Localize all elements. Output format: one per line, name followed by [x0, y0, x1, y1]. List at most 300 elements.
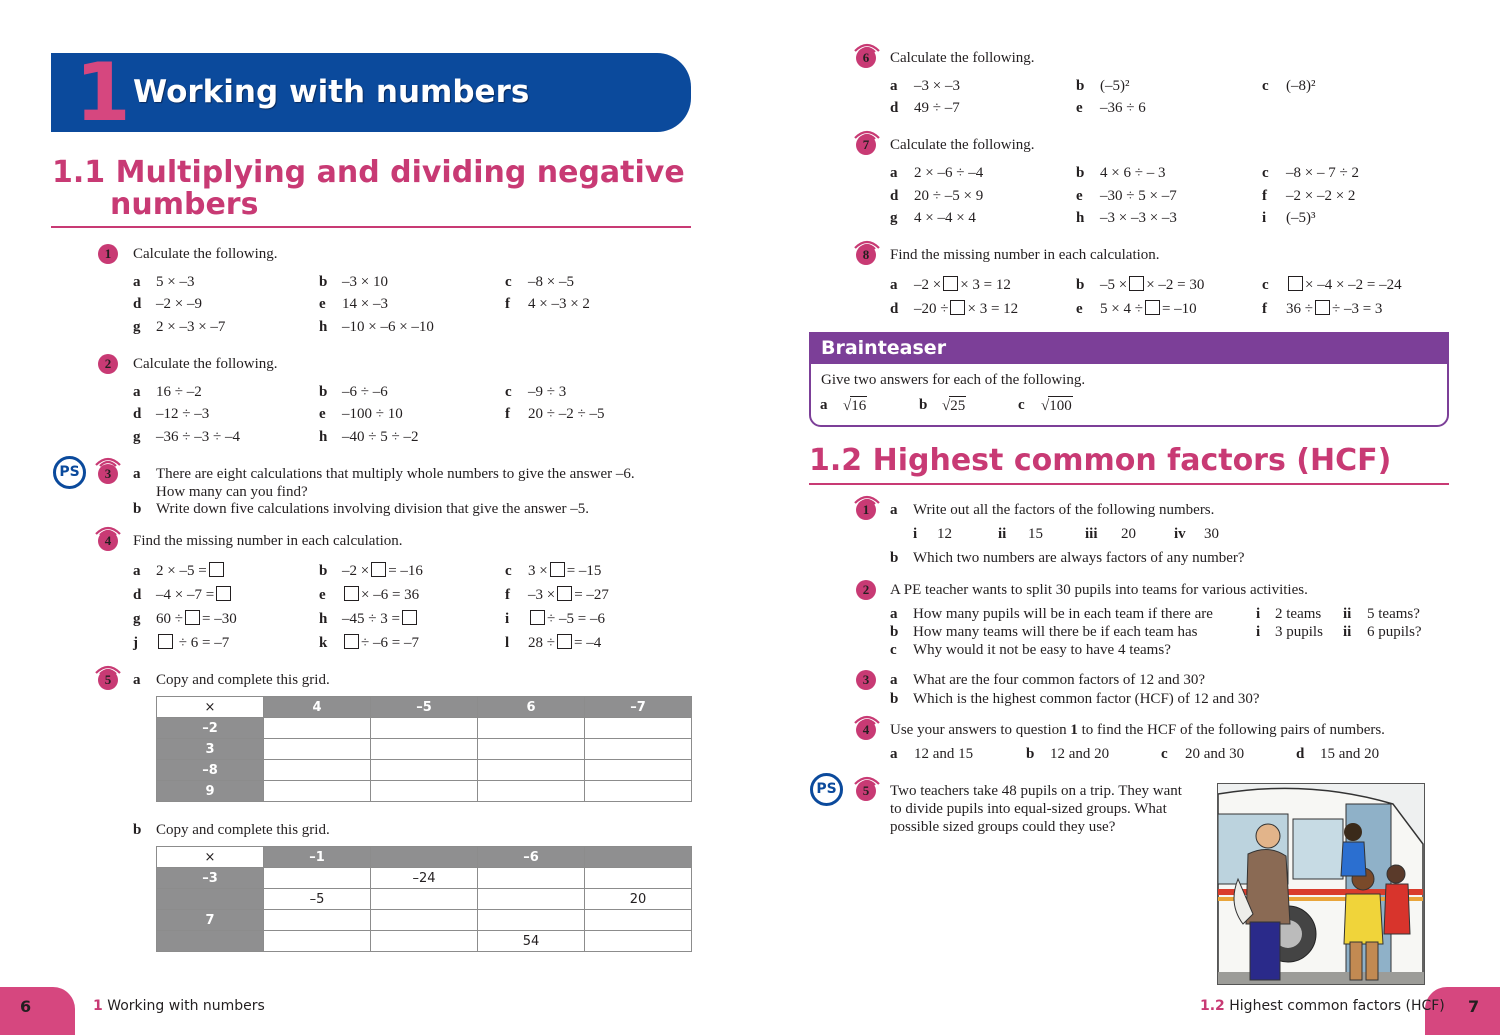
answer-box	[530, 610, 545, 625]
part-text: There are eight calculations that multiply whole numbers to give the answer –6.	[156, 466, 635, 482]
expression-left: 28 ÷	[528, 635, 555, 651]
item-expression: 2 × –3 × –7	[156, 319, 226, 335]
grid-answer-cell	[585, 781, 692, 802]
missing-number-expression	[528, 562, 601, 580]
item-expression: (–5)²	[1100, 78, 1130, 94]
grid-answer-cell	[264, 781, 371, 802]
question-badge: 8	[856, 245, 876, 265]
item-label: g	[133, 319, 141, 335]
part-label: a	[133, 466, 141, 482]
item-label: b	[1076, 78, 1085, 94]
grid-row	[157, 760, 692, 781]
item-label: e	[319, 406, 326, 422]
grid-answer-cell	[585, 868, 692, 889]
grid-answer-cell	[585, 910, 692, 931]
grid-answer-cell	[478, 739, 585, 760]
grid-corner-cell: ×	[157, 697, 264, 718]
grid-answer-cell	[371, 889, 478, 910]
missing-number-expression	[914, 276, 1011, 294]
item-label: a	[133, 274, 141, 290]
part-label: b	[890, 550, 899, 566]
grid-row	[157, 931, 692, 952]
grid-column-header: 4	[264, 697, 371, 718]
sub-label: ii	[998, 526, 1007, 542]
expression-right: ÷ –6 = –7	[361, 635, 419, 651]
answer-box	[950, 300, 965, 315]
item-label: c	[1018, 397, 1025, 413]
grid-answer-cell: –5	[264, 889, 371, 910]
item-label: c	[505, 274, 512, 290]
item-label: b	[319, 384, 328, 400]
question-text: Calculate the following.	[133, 246, 278, 262]
item-label: f	[505, 296, 510, 312]
item-expression: –40 ÷ 5 ÷ –2	[342, 429, 419, 445]
school-trip-illustration	[1217, 783, 1425, 985]
grid-answer-cell	[478, 889, 585, 910]
item-label: d	[133, 296, 142, 312]
missing-number-expression	[156, 562, 226, 580]
item-label: f	[1262, 188, 1267, 204]
sub-label: i	[1256, 606, 1261, 622]
radicand: 16	[851, 398, 867, 414]
grid-column-header: –6	[478, 847, 585, 868]
expression-right: × 3 = 12	[967, 301, 1019, 317]
missing-number-expression	[528, 634, 601, 652]
grid-answer-cell	[264, 760, 371, 781]
item-label: b	[1076, 165, 1085, 181]
item-label: d	[890, 301, 899, 317]
expression-right: = –30	[201, 611, 237, 627]
footer-running-head: 1.2 Highest common factors (HCF)	[1200, 998, 1445, 1014]
sub-label: i	[1256, 624, 1261, 640]
item-label: c	[1262, 78, 1269, 94]
item-label: i	[505, 611, 510, 627]
chapter-number: 1	[75, 46, 131, 139]
missing-number-expression	[342, 610, 419, 628]
item-expression: 20 ÷ –2 ÷ –5	[528, 406, 605, 422]
expression-right: = –15	[566, 563, 602, 579]
section-rule	[51, 226, 691, 228]
answer-box	[209, 562, 224, 577]
question-text: to divide pupils into equal-sized groups. What	[890, 801, 1167, 817]
page-number: 6	[20, 997, 32, 1016]
expression-left: 36 ÷	[1286, 301, 1313, 317]
missing-number-expression	[342, 586, 419, 604]
grid-answer-cell	[264, 718, 371, 739]
section-rule	[809, 483, 1449, 485]
expression-left: –4 × –7 =	[156, 587, 215, 603]
item-label: a	[133, 384, 141, 400]
part-text: Copy and complete this grid.	[156, 822, 330, 838]
grid-corner-cell: ×	[157, 847, 264, 868]
item-expression: 4 × –4 × 4	[914, 210, 976, 226]
problem-solving-icon: PS	[53, 456, 86, 489]
item-expression: 20 ÷ –5 × 9	[914, 188, 984, 204]
answer-box	[344, 634, 359, 649]
item-expression: –100 ÷ 10	[342, 406, 403, 422]
part-label: a	[890, 672, 898, 688]
item-label: e	[319, 296, 326, 312]
item-label: c	[1262, 277, 1269, 293]
item-expression: –3 × –3	[914, 78, 960, 94]
missing-number-expression	[342, 562, 423, 580]
expression-right: ÷ –3 = 3	[1331, 301, 1383, 317]
expression-left: –2 ×	[342, 563, 370, 579]
section-number: 1.2	[809, 443, 863, 478]
question-text: Calculate the following.	[890, 50, 1035, 66]
expression-right: = –27	[574, 587, 609, 603]
part-label: c	[890, 642, 897, 658]
missing-number-expression	[528, 610, 605, 628]
item-label: a	[890, 78, 898, 94]
item-label: d	[890, 100, 899, 116]
sub-text: 5 teams?	[1367, 606, 1420, 622]
sub-label: ii	[1343, 606, 1352, 622]
item-expression: 4 × –3 × 2	[528, 296, 590, 312]
grid-answer-cell	[585, 931, 692, 952]
missing-number-expression	[156, 634, 229, 652]
item-expression: (–5)³	[1286, 210, 1316, 226]
missing-number-expression	[1100, 276, 1204, 294]
expression-left: 5 × 4 ÷	[1100, 301, 1143, 317]
answer-box	[371, 562, 386, 577]
grid-row	[157, 868, 692, 889]
item-label: a	[890, 277, 898, 293]
part-text: Which two numbers are always factors of any number?	[913, 550, 1245, 566]
missing-number-expression	[528, 586, 609, 604]
item-label: b	[319, 563, 328, 579]
missing-number-expression	[1100, 300, 1197, 318]
item-expression: 12 and 15	[914, 746, 974, 762]
item-label: l	[505, 635, 510, 651]
item-expression: 2 × –6 ÷ –4	[914, 165, 984, 181]
multiplication-grid-a	[156, 696, 692, 802]
item-label: c	[1262, 165, 1269, 181]
grid-column-header: –1	[264, 847, 371, 868]
item-label: e	[319, 587, 326, 603]
item-expression: –36 ÷ –3 ÷ –4	[156, 429, 240, 445]
grid-answer-cell	[264, 931, 371, 952]
answer-box	[402, 610, 417, 625]
expression-right: × –4 × –2 = –24	[1305, 277, 1402, 293]
question-text: Use your answers to question 1 to find the HCF of the following pairs of numbers.	[890, 722, 1385, 738]
square-root-expression	[843, 396, 867, 415]
item-expression: –8 × –5	[528, 274, 574, 290]
answer-box	[158, 634, 173, 649]
item-expression: –2 × –9	[156, 296, 202, 312]
item-label: h	[319, 319, 328, 335]
item-expression: 5 × –3	[156, 274, 195, 290]
item-expression: 16 ÷ –2	[156, 384, 202, 400]
problem-solving-icon: PS	[810, 773, 843, 806]
grid-row-header: –3	[157, 868, 264, 889]
grid-row	[157, 910, 692, 931]
item-expression: –6 ÷ –6	[342, 384, 388, 400]
footer-running-head: 1 Working with numbers	[93, 998, 265, 1014]
part-text: Write down five calculations involving division that give the answer –5.	[156, 501, 590, 517]
item-expression: 4 × 6 ÷ – 3	[1100, 165, 1166, 181]
radical-sign: √	[942, 398, 951, 414]
item-expression: 12 and 20	[1050, 746, 1110, 762]
item-label: k	[319, 635, 328, 651]
expression-left: 2 × –5 =	[156, 563, 207, 579]
item-label: d	[890, 188, 899, 204]
item-label: h	[319, 611, 328, 627]
sub-label: iii	[1085, 526, 1098, 542]
grid-column-header	[371, 847, 478, 868]
section-number: 1.1	[52, 155, 106, 190]
item-label: h	[1076, 210, 1085, 226]
question-badge: 4	[856, 720, 876, 740]
item-label: e	[1076, 188, 1083, 204]
grid-answer-cell: 54	[478, 931, 585, 952]
question-text: possible sized groups could they use?	[890, 819, 1116, 835]
brainteaser-title: Brainteaser	[821, 337, 947, 359]
part-text: How many pupils will be in each team if there are	[913, 606, 1213, 622]
grid-column-header: –7	[585, 697, 692, 718]
item-label: a	[890, 746, 898, 762]
item-expression: –10 × –6 × –10	[342, 319, 434, 335]
part-text: How many can you find?	[156, 484, 308, 500]
grid-row	[157, 889, 692, 910]
part-label: b	[890, 691, 899, 707]
section-title-line1: Multiplying and dividing negative	[115, 155, 685, 190]
item-expression: 15 and 20	[1320, 746, 1380, 762]
grid-answer-cell	[585, 760, 692, 781]
question-badge: 2	[98, 354, 118, 374]
question-text: A PE teacher wants to split 30 pupils into teams for various activities.	[890, 582, 1308, 598]
item-expression: (–8)²	[1286, 78, 1316, 94]
item-label: e	[1076, 301, 1083, 317]
grid-answer-cell	[371, 781, 478, 802]
expression-right: × –2 = 30	[1146, 277, 1205, 293]
missing-number-expression	[1286, 276, 1402, 294]
grid-answer-cell	[478, 760, 585, 781]
expression-right: × –6 = 36	[361, 587, 420, 603]
question-badge: 1	[856, 500, 876, 520]
answer-box	[1288, 276, 1303, 291]
item-label: e	[1076, 100, 1083, 116]
answer-box	[557, 586, 572, 601]
missing-number-expression	[156, 586, 233, 604]
grid-row	[157, 718, 692, 739]
answer-box	[550, 562, 565, 577]
item-label: g	[133, 611, 141, 627]
section-heading	[809, 445, 1391, 477]
item-label: g	[890, 210, 898, 226]
question-text: Find the missing number in each calculation.	[890, 247, 1160, 263]
question-badge: 1	[98, 244, 118, 264]
radical-sign: √	[1041, 398, 1050, 414]
missing-number-expression	[156, 610, 237, 628]
radicand: 25	[950, 398, 966, 414]
question-badge: 5	[856, 781, 876, 801]
part-label: a	[890, 606, 898, 622]
question-text: Two teachers take 48 pupils on a trip. They want	[890, 783, 1182, 799]
part-text: Why would it not be easy to have 4 teams?	[913, 642, 1171, 658]
item-expression: –36 ÷ 6	[1100, 100, 1146, 116]
section-title: Highest common factors (HCF)	[872, 443, 1392, 478]
answer-box	[557, 634, 572, 649]
grid-answer-cell	[264, 868, 371, 889]
brainteaser-text: Give two answers for each of the following.	[821, 372, 1086, 388]
item-label: i	[1262, 210, 1267, 226]
item-label: g	[133, 429, 141, 445]
sub-label: iv	[1174, 526, 1186, 542]
question-badge: 3	[98, 464, 118, 484]
answer-box	[216, 586, 231, 601]
grid-answer-cell: –24	[371, 868, 478, 889]
grid-row-header: –2	[157, 718, 264, 739]
grid-row	[157, 781, 692, 802]
item-expression: –3 × 10	[342, 274, 388, 290]
footer-page-tab	[0, 987, 75, 1035]
expression-left: 60 ÷	[156, 611, 183, 627]
expression-left: 3 ×	[528, 563, 548, 579]
expression-left: –45 ÷ 3 =	[342, 611, 400, 627]
item-expression: –2 × –2 × 2	[1286, 188, 1356, 204]
grid-row-header: 3	[157, 739, 264, 760]
expression-left: –5 ×	[1100, 277, 1128, 293]
part-label: b	[890, 624, 899, 640]
grid-answer-cell	[478, 718, 585, 739]
expression-right: = –16	[388, 563, 423, 579]
item-label: c	[1161, 746, 1168, 762]
item-label: b	[1076, 277, 1085, 293]
item-label: j	[133, 635, 138, 651]
sub-text: 6 pupils?	[1367, 624, 1422, 640]
grid-header-row	[157, 697, 692, 718]
grid-row-header: –8	[157, 760, 264, 781]
item-label: d	[1296, 746, 1305, 762]
grid-answer-cell	[585, 739, 692, 760]
item-expression: –9 ÷ 3	[528, 384, 567, 400]
grid-row-header	[157, 931, 264, 952]
grid-answer-cell	[264, 910, 371, 931]
item-label: f	[505, 587, 510, 603]
grid-answer-cell	[371, 718, 478, 739]
item-label: b	[319, 274, 328, 290]
sub-label: ii	[1343, 624, 1352, 640]
item-expression: –8 × – 7 ÷ 2	[1286, 165, 1359, 181]
sub-text: 30	[1204, 526, 1219, 542]
grid-answer-cell	[478, 781, 585, 802]
grid-row-header	[157, 889, 264, 910]
item-label: b	[1026, 746, 1035, 762]
question-badge: 3	[856, 670, 876, 690]
part-label: a	[890, 502, 898, 518]
grid-answer-cell	[371, 931, 478, 952]
radical-sign: √	[843, 398, 852, 414]
radicand: 100	[1049, 398, 1072, 414]
item-expression: 14 × –3	[342, 296, 388, 312]
expression-right: = –4	[573, 635, 602, 651]
item-label: d	[133, 406, 142, 422]
square-root-expression	[1041, 396, 1073, 415]
expression-left: –3 ×	[528, 587, 556, 603]
grid-answer-cell	[264, 739, 371, 760]
grid-answer-cell: 20	[585, 889, 692, 910]
grid-answer-cell	[371, 910, 478, 931]
question-text: Find the missing number in each calculation.	[133, 533, 403, 549]
missing-number-expression	[342, 634, 419, 652]
answer-box	[1129, 276, 1144, 291]
item-label: a	[890, 165, 898, 181]
question-badge: 4	[98, 531, 118, 551]
missing-number-expression	[1286, 300, 1382, 318]
question-badge: 5	[98, 670, 118, 690]
item-expression: –30 ÷ 5 × –7	[1100, 188, 1177, 204]
expression-left: –20 ÷	[914, 301, 949, 317]
expression-right: ÷ –5 = –6	[547, 611, 605, 627]
sub-text: 20	[1121, 526, 1136, 542]
question-badge: 7	[856, 135, 876, 155]
grid-column-header: 6	[478, 697, 585, 718]
item-expression: –3 × –3 × –3	[1100, 210, 1177, 226]
part-label: b	[133, 822, 142, 838]
part-text: Write out all the factors of the following numbers.	[913, 502, 1215, 518]
answer-box	[943, 276, 958, 291]
part-text: Which is the highest common factor (HCF) of 12 and 30?	[913, 691, 1260, 707]
question-text: Calculate the following.	[890, 137, 1035, 153]
answer-box	[185, 610, 200, 625]
grid-header-row	[157, 847, 692, 868]
item-expression: 49 ÷ –7	[914, 100, 960, 116]
item-label: c	[505, 384, 512, 400]
chapter-title: Working with numbers	[133, 74, 530, 110]
item-label: f	[1262, 301, 1267, 317]
grid-answer-cell	[585, 718, 692, 739]
item-label: f	[505, 406, 510, 422]
part-text: What are the four common factors of 12 and 30?	[913, 672, 1205, 688]
item-label: c	[505, 563, 512, 579]
answer-box	[344, 586, 359, 601]
question-badge: 6	[856, 48, 876, 68]
expression-right: ÷ 6 = –7	[175, 635, 230, 651]
expression-left: –2 ×	[914, 277, 942, 293]
section-heading	[52, 157, 685, 189]
part-text: How many teams will there be if each team has	[913, 624, 1198, 640]
item-label: a	[820, 397, 828, 413]
sub-text: 3 pupils	[1275, 624, 1323, 640]
missing-number-expression	[914, 300, 1018, 318]
expression-right: = –10	[1161, 301, 1197, 317]
page-number: 7	[1468, 997, 1480, 1016]
square-root-expression	[942, 396, 966, 415]
section-title-line2: numbers	[110, 187, 259, 222]
item-expression: 20 and 30	[1185, 746, 1245, 762]
part-label: a	[133, 672, 141, 688]
grid-row-header: 7	[157, 910, 264, 931]
item-label: h	[319, 429, 328, 445]
multiplication-grid-b	[156, 846, 692, 952]
grid-column-header: –5	[371, 697, 478, 718]
sub-text: 15	[1028, 526, 1043, 542]
question-badge: 2	[856, 580, 876, 600]
sub-label: i	[913, 526, 918, 542]
part-text: Copy and complete this grid.	[156, 672, 330, 688]
grid-answer-cell	[371, 760, 478, 781]
grid-column-header	[585, 847, 692, 868]
grid-row	[157, 739, 692, 760]
grid-answer-cell	[371, 739, 478, 760]
sub-text: 2 teams	[1275, 606, 1322, 622]
grid-answer-cell	[478, 910, 585, 931]
item-label: b	[919, 397, 928, 413]
part-label: b	[133, 501, 142, 517]
answer-box	[1145, 300, 1160, 315]
item-expression: –12 ÷ –3	[156, 406, 210, 422]
